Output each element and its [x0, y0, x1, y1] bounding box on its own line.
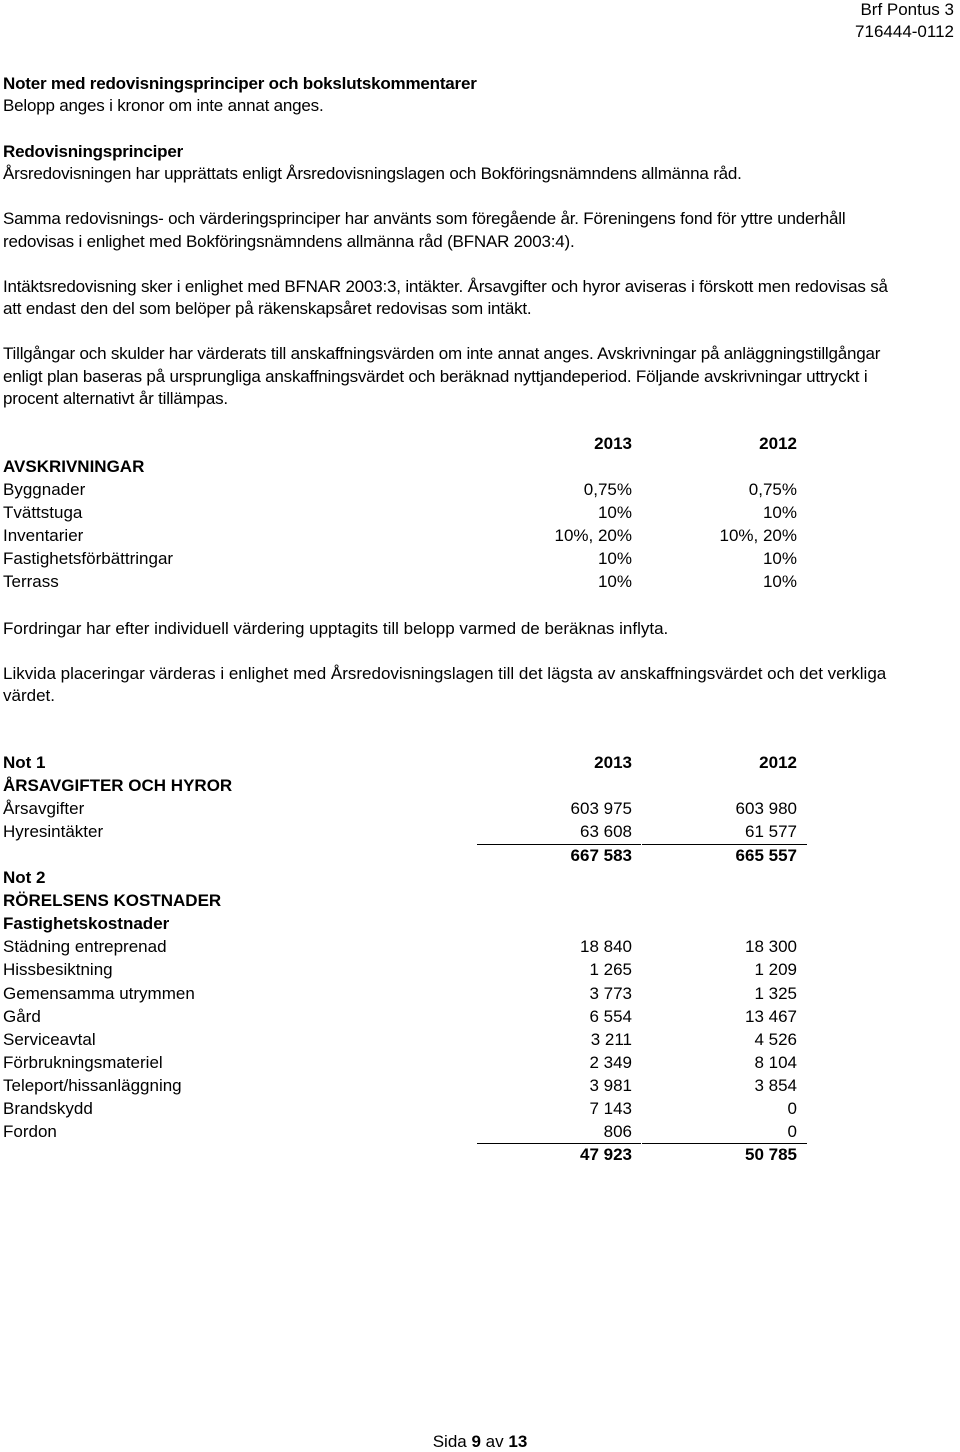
principles-p3-line2: att endast den del som belöper på räkenskapsåret redovisas som intäkt. [3, 299, 532, 318]
note2-row-v2: 18 300 [745, 937, 797, 956]
note2-row-v2: 4 526 [754, 1030, 797, 1049]
page-footer [0, 1432, 960, 1452]
notes-subtitle: Belopp anges i kronor om inte annat anges. [3, 96, 324, 115]
placements-line1: Likvida placeringar värderas i enlighet med Årsredovisningslagen till det lägsta av anskaffningsvärdet och det verkliga [3, 664, 887, 683]
note2-row-v2: 8 104 [754, 1053, 797, 1072]
footer-av: av [485, 1432, 504, 1451]
note2-row-v2: 3 854 [754, 1076, 797, 1095]
note2-row-label: Städning entreprenad [3, 937, 167, 956]
principles-p4-line1: Tillgångar och skulder har värderats till anskaffningsvärden om inte annat anges. Avskrivningar på anläggningstillgångar [3, 344, 881, 363]
note1-label: Not 1 [3, 753, 46, 772]
dep-row-v2: 10% [762, 572, 797, 591]
dep-row-v1: 0,75% [583, 480, 632, 499]
dep-row-v2: 10%, 20% [719, 526, 797, 545]
note1-row-v1: 603 975 [570, 799, 632, 818]
principles-p1: Årsredovisningen har upprättats enligt Årsredovisningslagen och Bokföringsnämndens allmänna råd. [3, 164, 742, 183]
receivables-text: Fordringar har efter individuell värdering upptagits till belopp varmed de beräknas inflyta. [3, 619, 669, 638]
note2-row-label: Serviceavtal [3, 1030, 96, 1049]
note1-heading: ÅRSAVGIFTER OCH HYROR [3, 776, 233, 795]
company-name: Brf Pontus 3 [860, 0, 954, 19]
principles-heading: Redovisningsprinciper [3, 142, 184, 161]
note2-row-v1: 3 773 [589, 984, 632, 1003]
principles-p2-line1: Samma redovisnings- och värderingsprinciper har använts som föregående år. Föreningens fond för yttre underhåll [3, 209, 846, 228]
sum-rule [642, 1143, 807, 1144]
sum-rule [642, 844, 807, 845]
principles-p4-line3: procent alternativt år tillämpas. [3, 389, 228, 408]
note1-row-v2: 603 980 [735, 799, 797, 818]
dep-year-2012: 2012 [759, 434, 797, 453]
dep-row-label: Fastighetsförbättringar [3, 549, 174, 568]
notes-title: Noter med redovisningsprinciper och bokslutskommentarer [3, 74, 477, 93]
note1-row-v1: 63 608 [580, 822, 632, 841]
note2-row-v2: 0 [787, 1099, 797, 1118]
note2-row-v1: 6 554 [589, 1007, 632, 1026]
dep-row-v2: 0,75% [748, 480, 797, 499]
note1-year-2013: 2013 [594, 753, 632, 772]
note2-row-v2: 0 [787, 1122, 797, 1141]
dep-row-v1: 10%, 20% [554, 526, 632, 545]
note1-row-label: Hyresintäkter [3, 822, 104, 841]
note2-row-label: Förbrukningsmateriel [3, 1053, 163, 1072]
note2-total-2012: 50 785 [745, 1145, 797, 1164]
principles-p3-line1: Intäktsredovisning sker i enlighet med BFNAR 2003:3, intäkter. Årsavgifter och hyror aviseras i förskott men redovisas så [3, 277, 888, 296]
note1-total-2012: 665 557 [735, 846, 797, 865]
note2-heading: RÖRELSENS KOSTNADER [3, 891, 222, 910]
note1-total-2013: 667 583 [570, 846, 632, 865]
footer-page-number: 9 [471, 1432, 481, 1451]
note2-row-v1: 2 349 [589, 1053, 632, 1072]
note2-row-v1: 18 840 [580, 937, 632, 956]
dep-row-v2: 10% [762, 503, 797, 522]
note2-subheading: Fastighetskostnader [3, 914, 170, 933]
org-number: 716444-0112 [855, 22, 954, 41]
note2-row-label: Brandskydd [3, 1099, 93, 1118]
note2-row-label: Fordon [3, 1122, 57, 1141]
note2-row-v2: 1 209 [754, 960, 797, 979]
note1-row-label: Årsavgifter [3, 799, 85, 818]
note2-row-v1: 7 143 [589, 1099, 632, 1118]
note2-label: Not 2 [3, 868, 46, 887]
dep-row-v1: 10% [597, 549, 632, 568]
principles-p2-line2: redovisas i enlighet med Bokföringsnämndens allmänna råd (BFNAR 2003:4). [3, 232, 575, 251]
dep-row-v2: 10% [762, 549, 797, 568]
note2-row-v1: 3 211 [590, 1030, 632, 1049]
note2-row-v2: 13 467 [745, 1007, 797, 1026]
note2-row-v1: 1 265 [589, 960, 632, 979]
sum-rule [477, 1143, 641, 1144]
note2-row-label: Gemensamma utrymmen [3, 984, 195, 1003]
placements-line2: värdet. [3, 686, 55, 705]
footer-sida: Sida [432, 1432, 467, 1451]
note2-row-label: Gård [3, 1007, 41, 1026]
footer-page-total: 13 [508, 1432, 528, 1451]
note2-row-v1: 3 981 [589, 1076, 632, 1095]
note2-row-v1: 806 [603, 1122, 632, 1141]
note2-total-2013: 47 923 [580, 1145, 632, 1164]
note2-row-label: Teleport/hissanläggning [3, 1076, 182, 1095]
note1-row-v2: 61 577 [745, 822, 797, 841]
dep-row-label: Tvättstuga [3, 503, 83, 522]
dep-row-v1: 10% [597, 503, 632, 522]
dep-heading: AVSKRIVNINGAR [3, 457, 145, 476]
sum-rule [477, 844, 641, 845]
dep-row-label: Inventarier [3, 526, 84, 545]
dep-row-v1: 10% [597, 572, 632, 591]
note2-row-label: Hissbesiktning [3, 960, 113, 979]
dep-year-2013: 2013 [594, 434, 632, 453]
dep-row-label: Byggnader [3, 480, 86, 499]
dep-row-label: Terrass [3, 572, 59, 591]
principles-p4-line2: enligt plan baseras på ursprungliga anskaffningsvärdet och beräknad nyttjandeperiod. Följande avskrivningar uttryckt i [3, 367, 868, 386]
note2-row-v2: 1 325 [754, 984, 797, 1003]
note1-year-2012: 2012 [759, 753, 797, 772]
